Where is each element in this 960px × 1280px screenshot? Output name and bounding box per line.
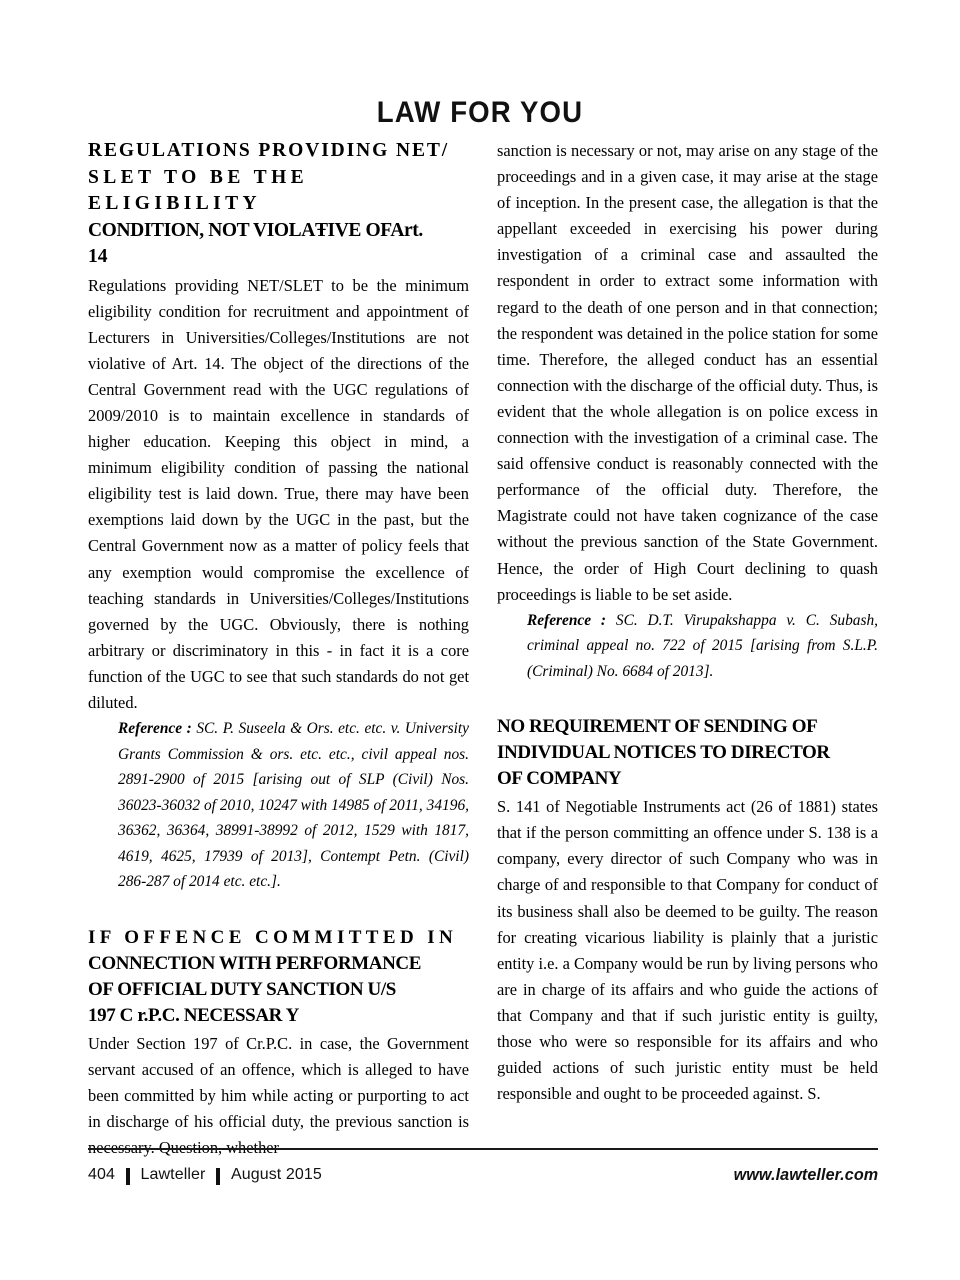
- section-spacer: [88, 895, 469, 925]
- heading-line: INDIVIDUAL NOTICES TO DIRECTOR: [497, 742, 830, 764]
- heading-line: 14: [88, 246, 108, 267]
- reference-suseela: [118, 716, 469, 895]
- heading-line: OF COMPANY: [497, 768, 622, 790]
- paragraph-negotiable-instruments-body: S. 141 of Negotiable Instruments act (26 of 1881) states that if the person committing an offence under S. 138 is a company, every director of such Company who was in charge of and responsible to that Company for conduct of its business shall also be deemed to be guilty. The reason for creating vicarious liability is plainly that a juristic entity i.e. a Company would be run by living persons who are in charge of its affairs and who guide the actions of that Company and that if such juristic entity is guilty, those who were so responsible for its affairs and who guided actions of such juristic entity must be held responsible and ought to be proceeded against. S.: [497, 797, 878, 1104]
- paragraph-offence-body: Under Section 197 of Cr.P.C. in case, the Government servant accused of an offence, which is alleged to have been committed by him while acting or purporting to act in discharge of his official duty, the previous sanction is necessary. Question, whether: [88, 1033, 469, 1157]
- heading-line: CONDITION, NOT VIOLAŦIVE OFArt.: [88, 219, 423, 241]
- heading-line: SLET TO BE THE ELIGIBILITY: [88, 166, 309, 214]
- left-column: [88, 138, 469, 1157]
- heading-line: 197 C r.P.C. NECESSAR Y: [88, 1004, 299, 1026]
- footer-divider: [88, 1148, 878, 1150]
- heading-offence-official-duty: [88, 925, 469, 1029]
- masthead: [0, 98, 960, 128]
- footer-issue-date: August 2015: [230, 1166, 322, 1183]
- footer-left-group: [88, 1166, 322, 1184]
- reference-label: Reference :: [527, 611, 607, 629]
- paragraph-sanction-continuation: sanction is necessary or not, may arise on any stage of the proceedings and in a given case, it may arise at the stage of inception. In the present case, the allegation is that the appellant exceeded in exercising his power during investigation of a criminal case and assaulted the respondent in order to extract some information with regard to the death of one person and in that connection; the respondent was detained in the police station for some time. Therefore, the alleged conduct has an essential connection with the discharge of the official duty. Thus, is evident that the whole allegation is on police excess in connection with the investigation of a criminal case. The said offensive conduct is reasonably connected with the performance of the official duty. Therefore, the Magistrate could not have taken cognizance of the case without the previous sanction of the State Government. Hence, the order of High Court declining to quash proceedings is liable to be set aside.: [497, 141, 878, 604]
- footer-publication-name: Lawteller: [140, 1166, 206, 1183]
- footer-website-url[interactable]: www.lawteller.com: [733, 1165, 878, 1184]
- reference-label: Reference :: [118, 720, 192, 738]
- page-title: LAW FOR YOU: [376, 96, 584, 129]
- reference-citation: SC. D.T. Virupakshappa v. C. Subash, criminal appeal no. 722 of 2015 [arising from S.L.P. (Criminal) No. 6684 of 2013].: [527, 611, 878, 680]
- footer-separator-icon: [126, 1168, 130, 1185]
- heading-line: IF OFFENCE COMMITTED IN: [88, 926, 458, 948]
- heading-line: OF OFFICIAL DUTY SANCTION U/S: [88, 978, 396, 1000]
- heading-line: NO REQUIREMENT OF SENDING OF: [497, 716, 818, 738]
- reference-citation: SC. P. Suseela & Ors. etc. etc. v. University Grants Commission & ors. etc. etc., civil appeal nos. 2891-2900 of 2015 [arising out of SLP (Civil) Nos. 36023-36032 of 2010, 10247 with 14985 of 2011, 34196, 36362, 36364, 38991-38992 of 2012, 1529 with 1817, 4619, 4625, 17939 of 2013], Contempt Petn. (Civil) 286-287 of 2014 etc. etc.].: [118, 720, 469, 891]
- heading-line: CONNECTION WITH PERFORMANCE: [88, 952, 421, 974]
- paragraph-regulations-body: Regulations providing NET/SLET to be the minimum eligibility condition for recruitment and appointment of Lecturers in Universities/Colleges/Institutions are not violative of Art. 14. The object of the directions of the Central Government read with the UGC regulations of 2009/2010 is to maintain excellence in standards of higher education. Keeping this object in mind, a minimum eligibility condition of passing the national eligibility test is laid down. True, there may have been exemptions laid down by the UGC in the past, but the Central Government now as a matter of policy feels that any exemption would compromise the excellence of teaching standards in Universities/Colleges/Institutions governed by the UGC. Obviously, there is nothing arbitrary or discriminatory in this - in fact it is a core function of the UGC to see that such standards do not get diluted.: [88, 275, 469, 712]
- page-footer: [88, 1158, 878, 1192]
- reference-virupakshappa: [527, 608, 878, 685]
- section-spacer: [497, 684, 878, 714]
- heading-no-requirement-notices: [497, 714, 878, 792]
- article-columns: [88, 138, 878, 1157]
- footer-separator-icon: [216, 1168, 220, 1185]
- footer-page-number: 404: [88, 1166, 115, 1183]
- heading-line: REGULATIONS PROVIDING NET/: [88, 140, 450, 161]
- right-column: [497, 138, 878, 1123]
- heading-regulations-net-slet: [88, 138, 469, 271]
